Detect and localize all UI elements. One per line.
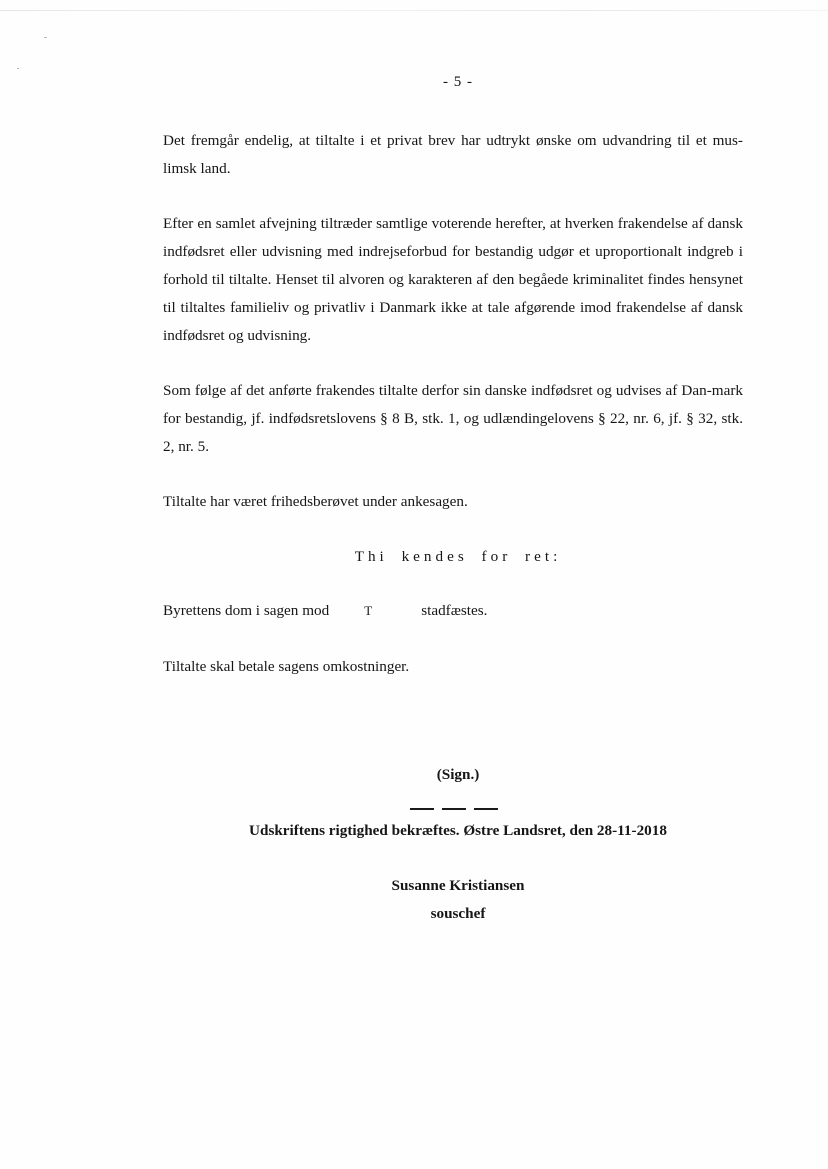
defendant-name: T	[364, 603, 373, 618]
signer-title: souschef	[430, 905, 486, 922]
signer-name: Susanne Kristiansen	[391, 877, 525, 894]
paragraph-costs: Tiltalte skal betale sagens omkostninger.	[163, 658, 410, 675]
paragraph-assessment: Efter en samlet afvejning tiltræder samtlige voterende herefter, at hverken frakendelse af dansk indfødsret eller udvisning med indrejseforbud for bestandig udgør et uproportionalt indgreb i forhold til tiltalte. Henset til alvoren og karakteren af den begåede kriminalitet findes hensynet til tiltaltes familieliv og privatliv i Danmark ikke at tale afgørende imod frakendelse af dansk indfødsret og udvisning.	[163, 215, 743, 344]
dash	[474, 808, 498, 810]
certification-line: Udskriftens rigtighed bekræftes. Østre Landsret, den 28-11-2018	[249, 822, 667, 839]
page-number: - 5 -	[443, 74, 473, 90]
verdict-prefix: Byrettens dom i sagen mod	[163, 602, 330, 619]
scan-speck	[44, 37, 47, 38]
dash	[442, 808, 466, 810]
verdict-suffix: stadfæstes.	[421, 602, 488, 619]
scan-speck	[17, 68, 19, 69]
verdict-heading: Thi kendes for ret:	[354, 548, 562, 565]
dash	[410, 808, 434, 810]
scan-edge-line	[0, 10, 828, 11]
paragraph-emigration: Det fremgår endelig, at tiltalte i et privat brev har udtrykt ønske om udvandring til et mus-limsk land.	[163, 132, 743, 177]
separator-dashes	[410, 808, 502, 810]
paragraph-revocation: Som følge af det anførte frakendes tiltalte derfor sin danske indfødsret og udvises af Dan-mark for bestandig, jf. indfødsretslovens § 8 B, stk. 1, og udlændingelovens § 22, nr. 6, jf. § 32, stk. 2, nr. 5.	[163, 382, 743, 455]
verdict-line	[163, 600, 487, 622]
signature-mark: (Sign.)	[436, 766, 480, 783]
paragraph-custody: Tiltalte har været frihedsberøvet under ankesagen.	[163, 493, 468, 510]
